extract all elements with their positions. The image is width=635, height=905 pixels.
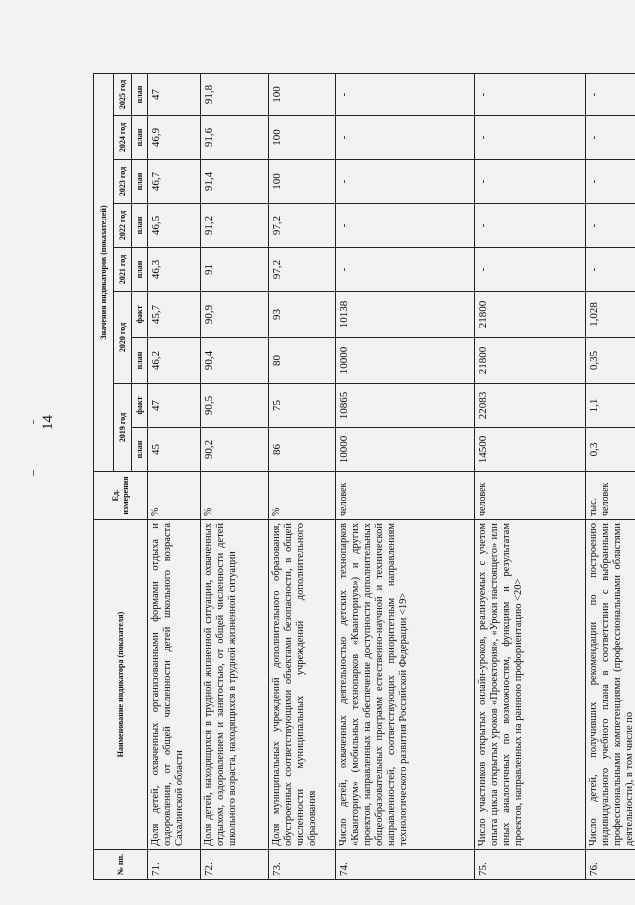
value-cell: 100 xyxy=(268,160,335,204)
value-cell: - xyxy=(335,73,474,115)
value-cell: 47 xyxy=(148,384,201,428)
value-cell: 10000 xyxy=(335,428,474,472)
indicators-table xyxy=(93,73,635,880)
margin-mark xyxy=(33,420,34,424)
value-cell: 14500 xyxy=(474,428,585,472)
value-cell: 46,2 xyxy=(148,338,201,384)
header-fact: факт xyxy=(132,384,148,428)
header-plan: план xyxy=(132,160,148,204)
value-cell: 97,2 xyxy=(268,204,335,248)
table-row xyxy=(201,73,268,879)
header-plan: план xyxy=(132,204,148,248)
unit-cell: % xyxy=(268,472,335,520)
header-values: Значения индикаторов (показателей) xyxy=(94,73,114,471)
table-row xyxy=(586,73,635,879)
value-cell: - xyxy=(586,160,635,204)
value-cell: 21800 xyxy=(474,292,585,338)
header-plan: план xyxy=(132,73,148,115)
value-cell: 75 xyxy=(268,384,335,428)
value-cell: - xyxy=(474,160,585,204)
value-cell: 100 xyxy=(268,116,335,160)
header-year-2025: 2025 год xyxy=(114,73,132,115)
header-plan: план xyxy=(132,338,148,384)
row-number: 73. xyxy=(268,850,335,880)
indicator-name: Доля муниципальных учреждений дополнительного образования, обустроенных соответствующими объектами безопасности, в общей численности муниципальных учреждений дополнительного образования xyxy=(268,520,335,850)
value-cell: - xyxy=(474,204,585,248)
unit-cell: % xyxy=(201,472,268,520)
row-number: 76. xyxy=(586,850,635,880)
value-cell: 46,7 xyxy=(148,160,201,204)
value-cell: 22083 xyxy=(474,384,585,428)
value-cell: 45 xyxy=(148,428,201,472)
value-cell: 47 xyxy=(148,73,201,115)
indicator-name: Число детей, охваченных деятельностью детских технопарков «Кванториум» (мобильных технопарков «Кванториум») и других проектов, направленных на обеспечение доступности дополнительных общеобразовательных программ естественно-научной и технической направленностей, соответствующих приоритетным направлениям технологического развития Российской Федерации <19> xyxy=(335,520,474,850)
row-number: 75. xyxy=(474,850,585,880)
header-year-2021: 2021 год xyxy=(114,248,132,292)
value-cell: - xyxy=(335,248,474,292)
header-unit: Ед. измерения xyxy=(94,472,148,520)
table-row xyxy=(474,73,585,879)
value-cell: 91,8 xyxy=(201,73,268,115)
value-cell: 1,1 xyxy=(586,384,635,428)
row-number: 72. xyxy=(201,850,268,880)
value-cell: 1,028 xyxy=(586,292,635,338)
header-year-2022: 2022 год xyxy=(114,204,132,248)
value-cell: 0,3 xyxy=(586,428,635,472)
header-plan: план xyxy=(132,248,148,292)
indicator-name: Число детей, получивших рекомендации по построению индивидуального учебного плана в соответствии с выбранными профессиональными компетенциями (профессиональными областями деятельности), в том числе по xyxy=(586,520,635,850)
value-cell: - xyxy=(335,116,474,160)
value-cell: - xyxy=(586,248,635,292)
value-cell: 46,9 xyxy=(148,116,201,160)
value-cell: 21800 xyxy=(474,338,585,384)
value-cell: 46,3 xyxy=(148,248,201,292)
header-year-2020: 2020 год xyxy=(114,292,132,384)
indicator-name: Число участников открытых онлайн-уроков, реализуемых с учетом опыта цикла открытых уроков «Проектория», «Уроки настоящего» или иных аналогичных по возможностям, функциям и результатам проектов, направленных на раннюю профориентацию <20> xyxy=(474,520,585,850)
value-cell: 0,35 xyxy=(586,338,635,384)
value-cell: 91,4 xyxy=(201,160,268,204)
unit-cell: % xyxy=(148,472,201,520)
value-cell: 86 xyxy=(268,428,335,472)
table-row xyxy=(335,73,474,879)
indicators-table-sheet xyxy=(93,74,635,880)
value-cell: - xyxy=(474,116,585,160)
header-fact: факт xyxy=(132,292,148,338)
value-cell: 91 xyxy=(201,248,268,292)
value-cell: 97,2 xyxy=(268,248,335,292)
value-cell: 10865 xyxy=(335,384,474,428)
value-cell: 10000 xyxy=(335,338,474,384)
value-cell: - xyxy=(474,73,585,115)
value-cell: - xyxy=(586,204,635,248)
value-cell: - xyxy=(474,248,585,292)
value-cell: 90,4 xyxy=(201,338,268,384)
value-cell: 45,7 xyxy=(148,292,201,338)
value-cell: 90,9 xyxy=(201,292,268,338)
header-name: Наименование индикатора (показателя) xyxy=(94,520,148,850)
margin-mark xyxy=(33,470,34,476)
row-number: 74. xyxy=(335,850,474,880)
value-cell: - xyxy=(586,73,635,115)
table-row xyxy=(268,73,335,879)
unit-cell: тыс. человек xyxy=(586,472,635,520)
value-cell: 90,5 xyxy=(201,384,268,428)
header-year-2023: 2023 год xyxy=(114,160,132,204)
header-plan: план xyxy=(132,116,148,160)
value-cell: 46,5 xyxy=(148,204,201,248)
unit-cell: человек xyxy=(474,472,585,520)
value-cell: - xyxy=(586,116,635,160)
row-number: 71. xyxy=(148,850,201,880)
value-cell: - xyxy=(335,160,474,204)
header-year-2024: 2024 год xyxy=(114,116,132,160)
value-cell: 90,2 xyxy=(201,428,268,472)
page-number: 14 xyxy=(40,415,56,430)
header-no: № пп. xyxy=(94,850,148,880)
header-year-2019: 2019 год xyxy=(114,384,132,472)
value-cell: 91,6 xyxy=(201,116,268,160)
indicator-name: Доля детей, охваченных организованными формами отдыха и оздоровления, от общей численности детей школьного возраста Сахалинской области xyxy=(148,520,201,850)
value-cell: - xyxy=(335,204,474,248)
header-plan: план xyxy=(132,428,148,472)
indicator-name: Доля детей, находящихся в трудной жизненной ситуации, охваченных отдыхом, оздоровлением и занятостью, от общей численности детей школьного возраста, находящихся в трудной жизненной ситуации xyxy=(201,520,268,850)
value-cell: 80 xyxy=(268,338,335,384)
table-row xyxy=(148,73,201,879)
value-cell: 93 xyxy=(268,292,335,338)
value-cell: 10138 xyxy=(335,292,474,338)
value-cell: 91,2 xyxy=(201,204,268,248)
unit-cell: человек xyxy=(335,472,474,520)
value-cell: 100 xyxy=(268,73,335,115)
